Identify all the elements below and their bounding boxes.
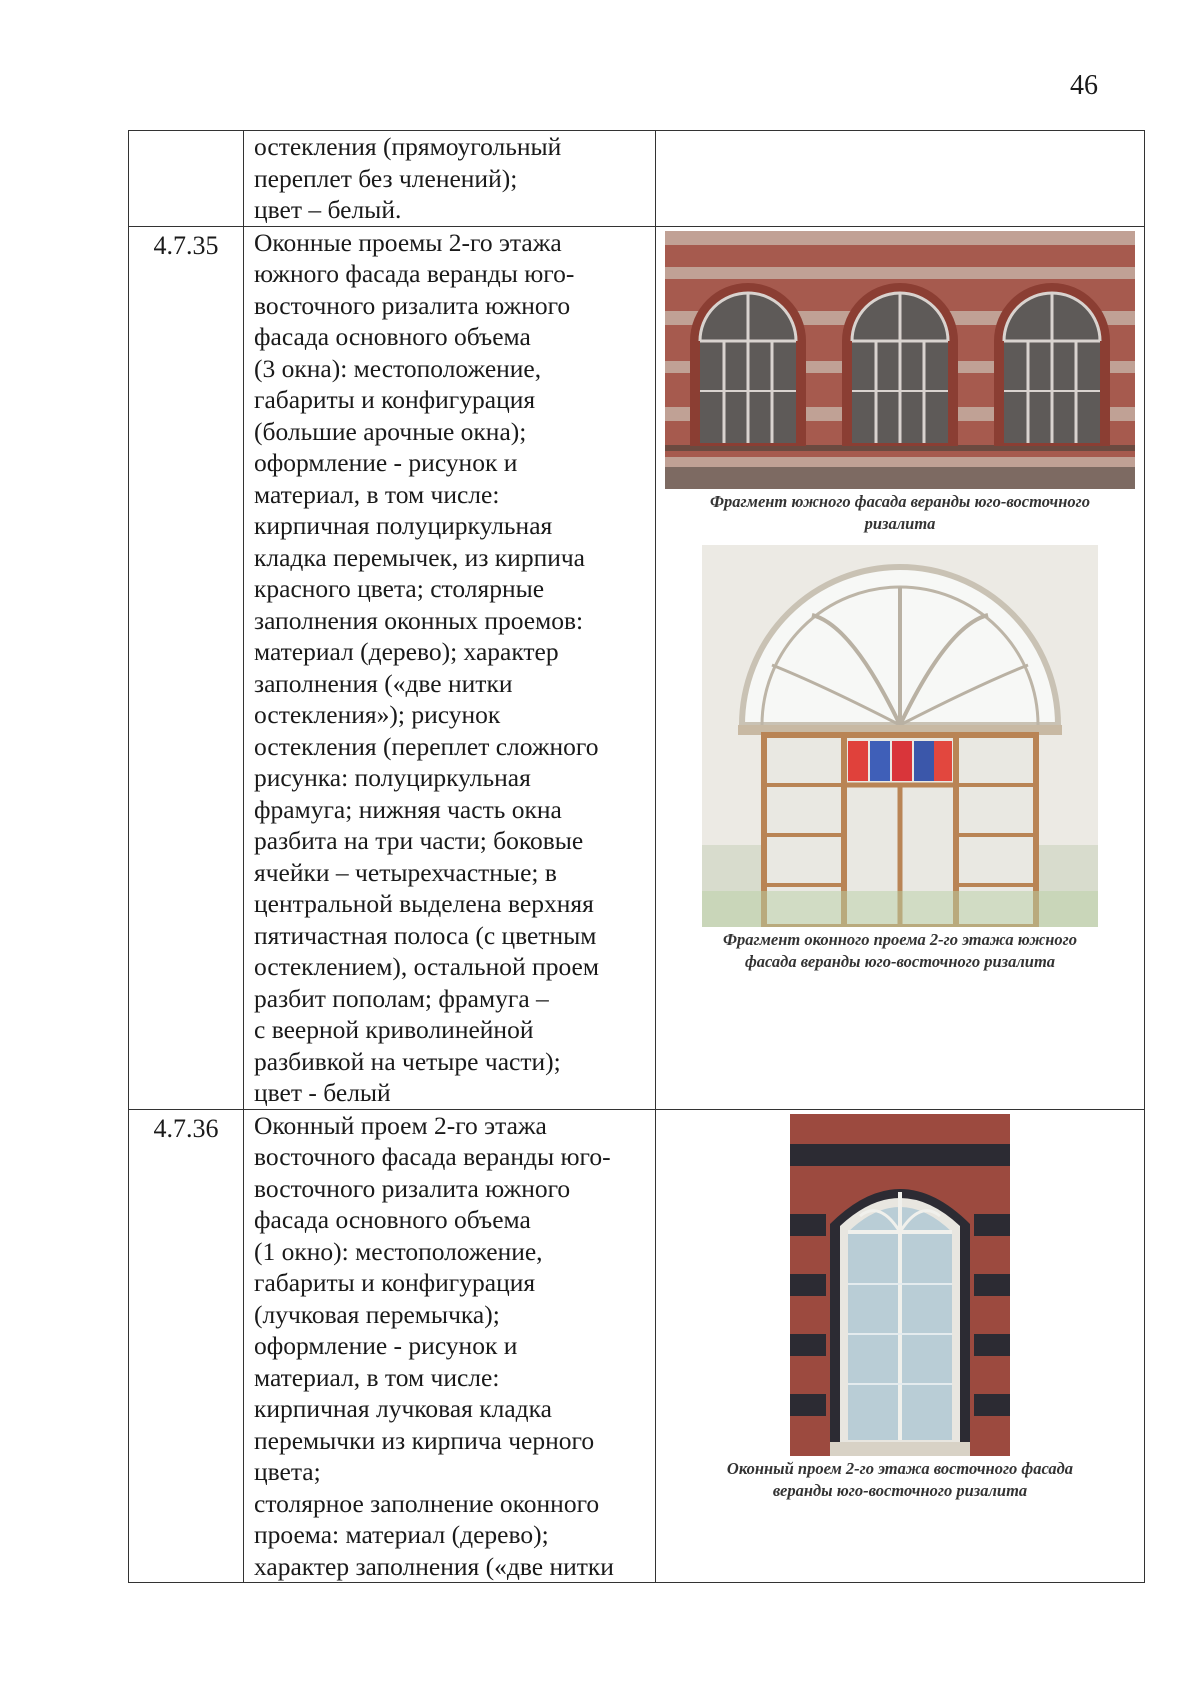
table-row bbox=[129, 226, 1145, 1109]
row-number: 4.7.35 bbox=[153, 230, 219, 260]
row-description-cell bbox=[244, 131, 656, 227]
table-row bbox=[129, 1109, 1145, 1583]
heritage-table bbox=[128, 130, 1145, 1583]
row-description: Оконный проем 2-го этажа восточного фасада веранды юго- восточного ризалита южного фасада основного объема (1 окно): местоположение, габариты и конфигурация (лучковая перемычка); оформление - рисунок и материал, в том числе: кирпичная лучковая кладка перемычки из кирпича черного цвета; столярное заполнение оконного проема: материал (дерево); характер заполнения («две нитки bbox=[254, 1110, 614, 1581]
facade-fragment-photo bbox=[665, 231, 1135, 489]
row-number-cell bbox=[129, 131, 244, 227]
row-number: 4.7.36 bbox=[153, 1113, 219, 1143]
arched-windows bbox=[690, 283, 1110, 446]
page-number: 46 bbox=[1070, 70, 1098, 101]
photo-caption: Оконный проем 2-го этажа восточного фасада веранды юго-восточного ризалита bbox=[726, 1458, 1074, 1500]
row-number bbox=[129, 131, 243, 135]
row-description: Оконные проемы 2-го этажа южного фасада веранды юго- восточного ризалита южного фасада основного объема (3 окна): местоположение, габариты и конфигурация (большие арочные окна); оформление - рисунок и материал, в том числе: кирпичная полуциркульная кладка перемычек, из кирпича красного цвета; столярные заполнения оконных проемов: материал (дерево); характер заполнения («две нитки остекления»); рисунок остекления (переплет сложного рисунка: полуциркульная фрамуга; нижняя часть окна разбита на три части; боковые ячейки – четырехчастные; в центральной выделена верхняя пятичастная полоса (с цветным остеклением), остальной проем разбит пополам; фрамуга – с веерной криволинейной разбивкой на четыре части); цвет - белый bbox=[254, 227, 599, 1107]
row-description: остекления (прямоугольный переплет без членений); цвет – белый. bbox=[254, 132, 562, 224]
row-description-cell bbox=[244, 1109, 656, 1583]
row-description-cell bbox=[244, 226, 656, 1109]
east-window-photo bbox=[790, 1114, 1010, 1456]
row-image-cell bbox=[656, 131, 1145, 227]
row-number-cell bbox=[129, 1109, 244, 1583]
row-number-cell bbox=[129, 226, 244, 1109]
row-image-cell bbox=[656, 1109, 1145, 1583]
table-row bbox=[129, 131, 1145, 227]
row-image-cell bbox=[656, 226, 1145, 1109]
photo-caption: Фрагмент южного фасада веранды юго-восточного ризалита bbox=[710, 491, 1090, 533]
photo-caption: Фрагмент оконного проема 2-го этажа южного фасада веранды юго-восточного ризалита bbox=[723, 929, 1077, 971]
window-detail-photo bbox=[702, 545, 1098, 927]
colored-glass bbox=[848, 741, 952, 781]
